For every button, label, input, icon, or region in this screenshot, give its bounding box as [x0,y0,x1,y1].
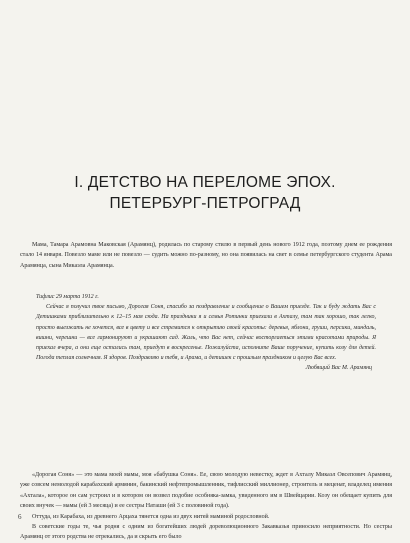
letter-body: Сейчас я получил твое письмо, Дорогая Соня, спасибо за поздравление и сообщение о Вашем приезде. Так и буду ждать Вас с Детишками приблизительно к 12–15 мая сюда. На праздники я и семья Ротинки приехали в Ахталу, там так хорошо, так легко, просто выезжать не хочется, все в цвету и все стремится к открытию своей красоты: деревья, яблони, груши, персики, миндаль, вишни, черешни — все гармонируют и украшают сад. Жаль, что Вас нет, сейчас восторгаеться этими красотами природы. Я приехал вчера, а они еще остались там, приедут в воскресенье. Пожалуйста, исполните Ваше поручение, купить козу для детей. Погода теплая солнечная. Я здоров. Поздравляю и тебя, и Арама, и детишек с прошлым праздником и целую Вас всех. [36,304,376,362]
intro-paragraph: Мама, Тамара Арамовна Маковская (Арамянц), родилась по старому стилю в первый день нового 1912 года, поэтому днем ее рождения стало 14 января. Повезло маме или не повезло — судить можно по-разному, но она появилась на свет в семье петербургского студента Арама Арамянца, сына Микаэла Арамянца. [20,242,392,269]
letter-signature: Любящий Вас М. Арамянц [305,365,372,372]
page-number: 6 [18,513,22,521]
intro-section [20,240,392,271]
chapter-title [0,172,410,214]
body-section [20,470,392,543]
body-paragraph: «Дорогая Соня» — это мама моей мамы, моя «бабушка Соня». Ее, свою молодую невестку, ждет в Ахталу Микаэл Овсепович Арамянц, уже совсем немолодой карабахский армянин, бакинский нефтепромышленник, тифлисский миллионер, строитель и меценат, владелец имения «Ахтала», которое он сам устроил и в котором он возвел подобие особняка-замка, увиденного им в Швейцарии. Козу он обещает купить для своих внучек — мамы (ей 3 месяца) и ее сестры Наташи (ей 3 с половиной года). [20,472,392,510]
body-paragraph: В советские годы те, чья родня с одним из богатейших людей дореволюционного Закавказья приносило неприятности. Но сестры Арамянц от этого родства не отрекались, да и скрыть его было [20,524,392,541]
chapter-title-line-1: I. ДЕТСТВО НА ПЕРЕЛОМЕ ЭПОХ. [74,174,336,191]
chapter-title-line-2: ПЕТЕРБУРГ-ПЕТРОГРАД [109,195,301,212]
letter-heading: Тифлис 29 марта 1912 г. [36,294,99,300]
letter-quote [36,292,376,374]
body-paragraph: Оттуда, из Карабаха, из древнего Арцаха тянется одна из двух нитей маминой родословной. [32,513,270,520]
